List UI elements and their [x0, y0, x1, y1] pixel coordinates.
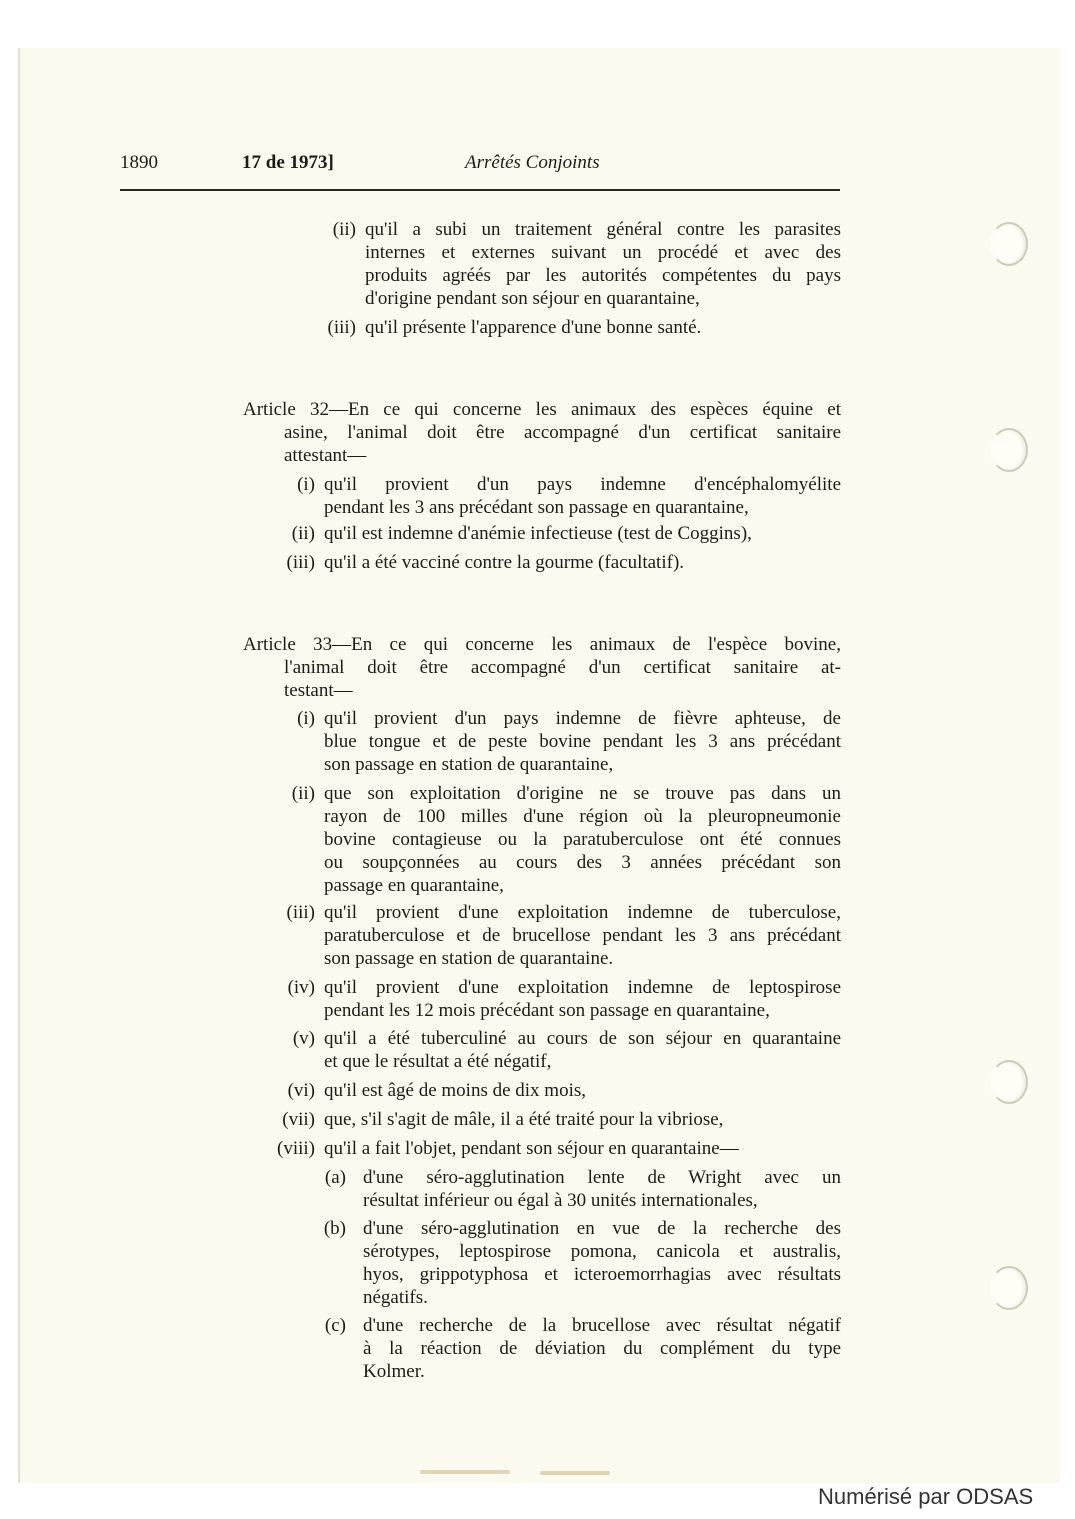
item-label: (i)	[297, 708, 315, 729]
item-line: que, s'il s'agit de mâle, il a été traité pour la vibriose,	[324, 1109, 724, 1130]
item-line: qu'il est âgé de moins de dix mois,	[324, 1080, 587, 1101]
article-line: asine, l'animal doit être accompagné d'un certificat sanitaire	[284, 422, 841, 443]
item-line: qu'il provient d'un pays indemne de fièvre aphteuse, de	[324, 708, 841, 729]
subitem-line: sérotypes, leptospirose pomona, canicola et australis,	[363, 1241, 841, 1262]
item-line: rayon de 100 milles d'une région où la pleuropneumonie	[324, 806, 841, 827]
item-line: bovine contagieuse ou la paratuberculose ont été connues	[324, 829, 841, 850]
item-line: produits agréés par les autorités compétentes du pays	[365, 265, 841, 286]
scan-smudge	[540, 1471, 610, 1475]
binder-hole-1	[990, 222, 1028, 266]
item-line: qu'il a été tuberculiné au cours de son séjour en quarantaine	[324, 1028, 841, 1049]
item-line: qu'il provient d'une exploitation indemne de leptospirose	[324, 977, 841, 998]
item-line: qu'il provient d'un pays indemne d'encéphalomyélite	[324, 474, 841, 495]
item-line: blue tongue et de peste bovine pendant les 3 ans précédant	[324, 731, 841, 752]
page-number: 1890	[120, 152, 158, 173]
item-line: ou soupçonnées au cours des 3 années précédant son	[324, 852, 841, 873]
subitem-label: (b)	[323, 1218, 346, 1239]
item-label: (viii)	[277, 1138, 315, 1159]
subitem-line: négatifs.	[363, 1287, 428, 1308]
item-label: (iii)	[286, 552, 315, 573]
item-line: son passage en station de quarantaine,	[324, 754, 614, 775]
item-line: d'origine pendant son séjour en quarantaine,	[365, 288, 700, 309]
subitem-line: Kolmer.	[363, 1361, 425, 1382]
item-label: (ii)	[291, 783, 315, 804]
item-line: pendant les 3 ans précédant son passage en quarantaine,	[324, 497, 749, 518]
item-label: (ii)	[291, 523, 315, 544]
article-line: testant—	[284, 680, 353, 701]
item-line: qu'il provient d'une exploitation indemne de tuberculose,	[324, 902, 841, 923]
item-line: qu'il est indemne d'anémie infectieuse (test de Coggins),	[324, 523, 752, 544]
document-reference: 17 de 1973]	[242, 152, 334, 173]
binder-hole-3	[990, 1060, 1028, 1104]
item-label: (vi)	[287, 1080, 315, 1101]
header-rule	[120, 189, 840, 191]
item-label: (vii)	[282, 1109, 315, 1130]
item-line: son passage en station de quarantaine.	[324, 948, 614, 969]
item-line: qu'il a été vacciné contre la gourme (facultatif).	[324, 552, 685, 573]
page-header	[120, 152, 840, 180]
subitem-label: (a)	[324, 1167, 346, 1188]
item-label: (iv)	[287, 977, 315, 998]
subitem-line: résultat inférieur ou égal à 30 unités internationales,	[363, 1190, 758, 1211]
item-line: paratuberculose et de brucellose pendant les 3 ans précédant	[324, 925, 841, 946]
item-label: (iii)	[286, 902, 315, 923]
item-line: et que le résultat a été négatif,	[324, 1051, 552, 1072]
subitem-line: d'une séro-agglutination en vue de la recherche des	[363, 1218, 841, 1239]
running-title: Arrêtés Conjoints	[465, 152, 600, 173]
item-label: (ii)	[332, 219, 356, 240]
article-line: Article 32—En ce qui concerne les animaux des espèces équine et	[243, 399, 841, 420]
article-line: attestant—	[284, 445, 367, 466]
subitem-line: d'une recherche de la brucellose avec résultat négatif	[363, 1315, 841, 1336]
article-line: Article 33—En ce qui concerne les animaux de l'espèce bovine,	[243, 634, 841, 655]
item-line: internes et externes suivant un procédé et avec des	[365, 242, 841, 263]
item-line: qu'il présente l'apparence d'une bonne santé.	[365, 317, 702, 338]
item-line: qu'il a fait l'objet, pendant son séjour en quarantaine—	[324, 1138, 739, 1159]
subitem-line: à la réaction de déviation du complément du type	[363, 1338, 841, 1359]
item-line: passage en quarantaine,	[324, 875, 504, 896]
binder-hole-2	[990, 428, 1028, 472]
item-line: qu'il a subi un traitement général contre les parasites	[365, 219, 841, 240]
scan-smudge	[420, 1470, 510, 1474]
digitization-credit: Numérisé par ODSAS	[818, 1484, 1034, 1509]
subitem-label: (c)	[324, 1315, 346, 1336]
item-label: (v)	[292, 1028, 315, 1049]
item-line: pendant les 12 mois précédant son passage en quarantaine,	[324, 1000, 770, 1021]
subitem-line: d'une séro-agglutination lente de Wright avec un	[363, 1167, 841, 1188]
subitem-line: hyos, grippotyphosa et icteroemorrhagias avec résultats	[363, 1264, 841, 1285]
item-label: (iii)	[327, 317, 356, 338]
binder-hole-4	[990, 1266, 1028, 1310]
item-line: que son exploitation d'origine ne se trouve pas dans un	[324, 783, 841, 804]
article-line: l'animal doit être accompagné d'un certificat sanitaire at-	[284, 657, 841, 678]
item-label: (i)	[297, 474, 315, 495]
